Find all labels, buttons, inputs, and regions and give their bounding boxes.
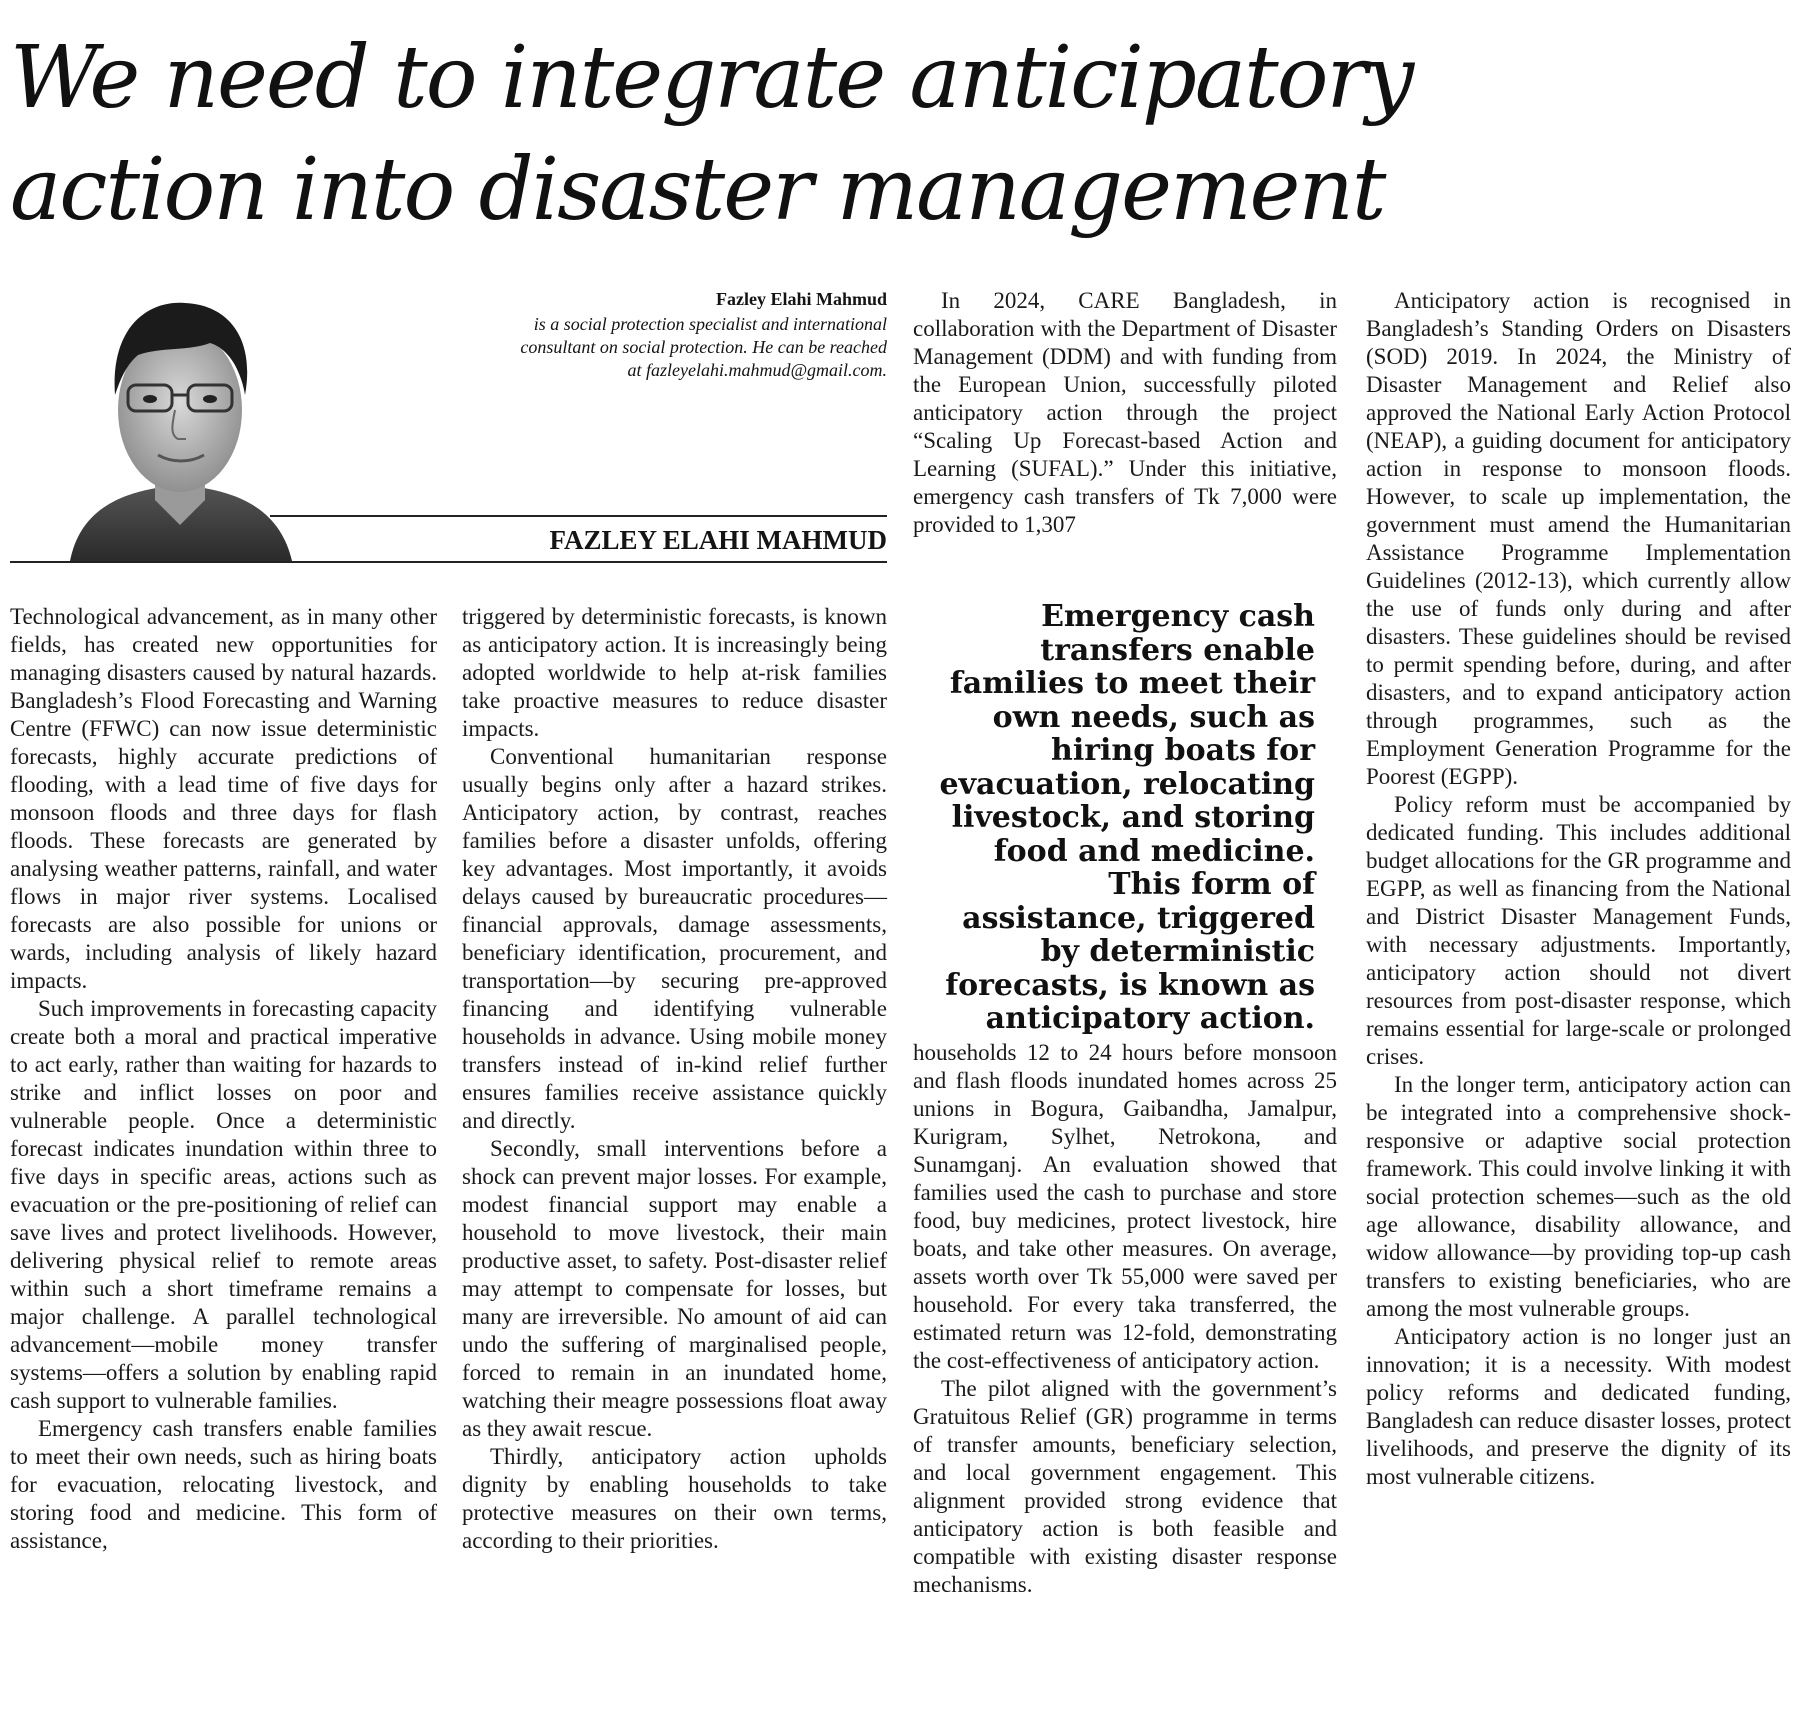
author-block bbox=[10, 285, 887, 563]
paragraph: Conventional humanitarian response usually begins only after a hazard strikes. Anticipatory action, by contrast, reaches families before a disaster unfolds, offering key advantages. Most importantly, it avoids delays caused by bureaucratic procedures—financial approvals, damage assessments, beneficiary identification, procurement, and transportation—by securing pre-approved financing and identifying vulnerable households in advance. Using mobile money transfers instead of in-kind relief further ensures families receive assistance quickly and directly. bbox=[462, 744, 887, 1133]
paragraph: Secondly, small interventions before a shock can prevent major losses. For example, modest financial support may enable a household to move livestock, their main productive asset, to safety. Post-disaster relief may attempt to compensate for losses, but many are irreversible. No amount of aid can undo the suffering of marginalised people, forced to remain in an inundated home, watching their meagre possessions float away as they await rescue. bbox=[462, 1136, 887, 1441]
paragraph: Anticipatory action is recognised in Bangladesh’s Standing Orders on Disasters (SOD) 2019. In 2024, the Ministry of Disaster Management and Relief also approved the National Early Action Protocol (NEAP), a guiding document for anticipatory action in response to monsoon floods. However, to scale up implementation, the government must amend the Humanitarian Assistance Programme Implementation Guidelines (2012-13), which currently allow the use of funds only during and after disasters. These guidelines should be revised to permit spending before, during, and after disasters, and to expand anticipatory action through programmes, such as the Employment Generation Programme for the Poorest (EGPP). bbox=[1366, 288, 1791, 789]
headline bbox=[10, 22, 1790, 246]
paragraph: triggered by deterministic forecasts, is known as anticipatory action. It is increasingly being adopted worldwide to help at-risk families take proactive measures to reduce disaster impacts. bbox=[462, 604, 887, 741]
paragraph: Policy reform must be accompanied by dedicated funding. This includes additional budget allocations for the GR programme and EGPP, as well as financing from the National and District Disaster Management Funds, with necessary adjustments. Importantly, anticipatory action should not divert resources from post-disaster response, which remains essential for large-scale or prolonged crises. bbox=[1366, 792, 1791, 1069]
paragraph: Technological advancement, as in many other fields, has created new opportunities for managing disasters caused by natural hazards. Bangladesh’s Flood Forecasting and Warning Centre (FFWC) can now issue deterministic forecasts, highly accurate predictions of flooding, with a lead time of five days for monsoon floods and three days for flash floods. These forecasts are generated by analysing weather patterns, rainfall, and water flows in major river systems. Localised forecasts are also possible for unions or wards, including analysis of likely hazard impacts. bbox=[10, 604, 437, 993]
paragraph: The pilot aligned with the government’s Gratuitous Relief (GR) programme in terms of transfer amounts, beneficiary selection, and local government engagement. This alignment provided strong evidence that anticipatory action is both feasible and compatible with existing disaster response mechanisms. bbox=[913, 1376, 1337, 1597]
author-bio-line: consultant on social protection. He can be reached bbox=[520, 337, 887, 357]
author-photo bbox=[60, 285, 300, 561]
paragraph: Anticipatory action is no longer just an innovation; it is a necessity. With modest policy reforms and dedicated funding, Bangladesh can reduce disaster losses, protect livelihoods, and preserve the dignity of its most vulnerable citizens. bbox=[1366, 1324, 1791, 1489]
paragraph: households 12 to 24 hours before monsoon and flash floods inundated homes across 25 unions in Bogura, Gaibandha, Jamalpur, Kurigram, Sylhet, Netrokona, and Sunamganj. An evaluation showed that families used the cash to purchase and store food, buy medicines, protect livestock, hire boats, and take other measures. On average, assets worth over Tk 55,000 were saved per household. For every taka transferred, the estimated return was 12-fold, demonstrating the cost-effectiveness of anticipatory action. bbox=[913, 1040, 1337, 1373]
column-4 bbox=[1366, 287, 1791, 1491]
headline-line-2: action into disaster management bbox=[10, 140, 1385, 240]
divider bbox=[10, 561, 887, 563]
byline: FAZLEY ELAHI MAHMUD bbox=[549, 525, 887, 555]
paragraph: Such improvements in forecasting capacity create both a moral and practical imperative to act early, rather than waiting for hazards to strike and inflict losses on poor and vulnerable people. Once a deterministic forecast indicates inundation within three to five days in specific areas, actions such as evacuation or the pre-positioning of relief can save lives and protect livelihoods. However, delivering physical relief to remote areas within such a short timeframe remains a major challenge. A parallel technological advancement—mobile money transfer systems—offers a solution by enabling rapid cash support to vulnerable families. bbox=[10, 996, 437, 1413]
paragraph: Emergency cash transfers enable families to meet their own needs, such as hiring boats for evacuation, relocating livestock, and storing food and medicine. This form of assistance, bbox=[10, 1416, 437, 1553]
column-1 bbox=[10, 603, 437, 1555]
column-2 bbox=[462, 603, 887, 1555]
column-3-top bbox=[913, 287, 1337, 539]
author-bio bbox=[427, 313, 887, 382]
author-bio-line: is a social protection specialist and international bbox=[533, 314, 887, 334]
paragraph: In 2024, CARE Bangladesh, in collaboration with the Department of Disaster Management (DDM) and with funding from the European Union, successfully piloted anticipatory action through the project “Scaling Up Forecast-based Action and Learning (SUFAL).” Under this initiative, emergency cash transfers of Tk 7,000 were provided to 1,307 bbox=[913, 288, 1337, 537]
divider bbox=[270, 515, 887, 517]
pull-quote: Emergency cash transfers enable families to meet their own needs, such as hiring boats for evacuation, relocating livestock, and storing food and medicine. This form of assistance, triggered by deterministic forecasts, is known as anticipatory action. bbox=[939, 599, 1315, 1036]
paragraph: Thirdly, anticipatory action upholds dignity by enabling households to take protective measures on their own terms, according to their priorities. bbox=[462, 1444, 887, 1553]
author-name: Fazley Elahi Mahmud bbox=[715, 289, 887, 309]
paragraph: In the longer term, anticipatory action can be integrated into a comprehensive shock-responsive or adaptive social protection framework. This could involve linking it with social protection schemes—such as the old age allowance, disability allowance, and widow allowance—by providing top-up cash transfers to existing beneficiaries, who are among the most vulnerable groups. bbox=[1366, 1072, 1791, 1321]
headline-line-1: We need to integrate anticipatory bbox=[10, 28, 1413, 128]
author-bio-line: at fazleyelahi.mahmud@gmail.com. bbox=[627, 360, 887, 380]
column-3-bottom bbox=[913, 1039, 1337, 1599]
